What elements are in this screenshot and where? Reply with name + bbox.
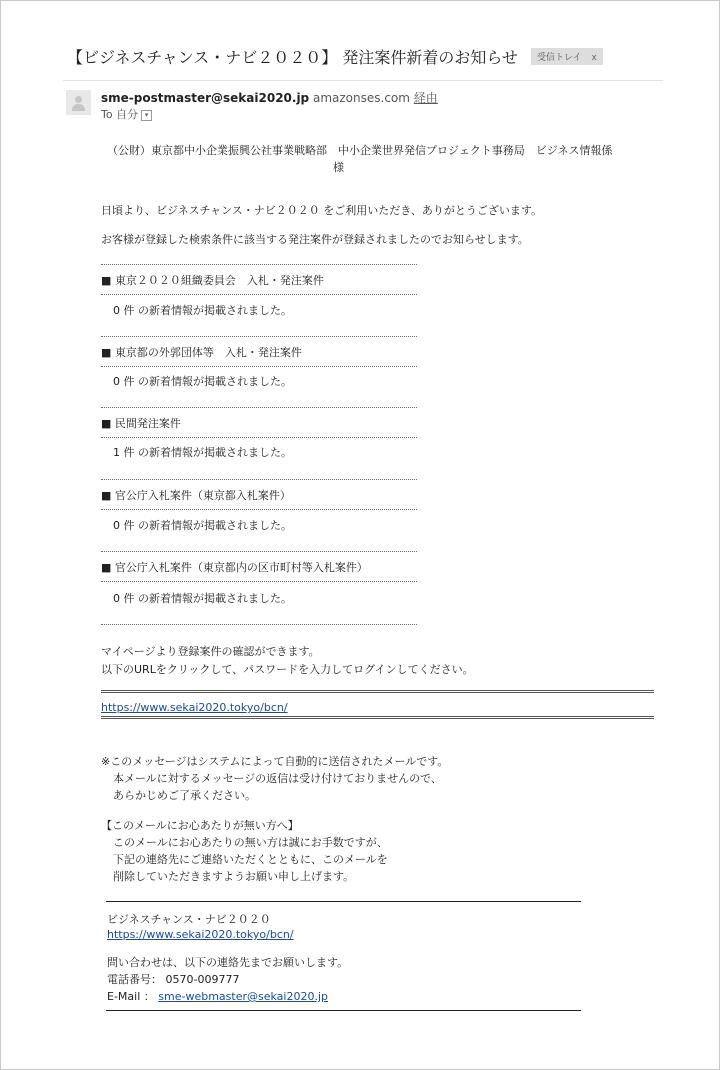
url-divider [101,690,654,693]
header-divider [63,80,663,81]
notice-auto-text: ※このメッセージはシステムによって自動的に送信されたメールです。 [101,755,449,768]
section-title: ■ 民間発注案件 [101,417,181,430]
intro-text: お客様が登録した検索条件に該当する発注案件が登録されましたのでお知らせします。 [101,233,529,246]
inbox-label-text: 受信トレイ [536,53,582,63]
contact-phone: 電話番号： 0570-009777 [107,973,240,986]
inbox-label-chip[interactable] [531,48,603,65]
section-count: 0 件 の新着情報が掲載されました。 [113,519,292,532]
remove-label-icon[interactable]: x [591,53,597,63]
section-divider [101,479,417,480]
section-title: ■ 東京都の外郭団体等 入札・発注案件 [101,346,302,359]
section-title: ■ 官公庁入札案件（東京都内の区市町村等入札案件） [101,561,368,574]
signature-bottom-rule [106,1010,581,1011]
notice-auto-text: あらかじめご了承ください。 [113,789,256,802]
notice-auto-text: 本メールに対するメッセージの返信は受け付けておりませんので、 [113,772,442,785]
notice-unknown-text: 下記の連絡先にご連絡いただくとともに、このメールを [113,853,388,866]
section-divider [101,581,417,582]
section-divider [101,509,417,510]
section-divider [101,336,417,337]
section-divider [101,551,417,552]
show-details-icon[interactable]: ▾ [141,110,152,121]
to-text: To 自分 [101,108,139,121]
signature-name: ビジネスチャンス・ナビ２０２０ [107,913,271,926]
recipient-line [101,106,152,122]
mypage-text: マイページより登録案件の確認ができます。 [101,645,320,658]
section-divider [101,294,417,295]
login-url-link[interactable]: https://www.sekai2020.tokyo/bcn/ [101,701,288,714]
recipient-honorific: 様 [333,161,344,174]
section-count: 1 件 の新着情報が掲載されました。 [113,446,292,459]
section-divider [101,407,417,408]
section-count: 0 件 の新着情報が掲載されました。 [113,375,292,388]
greeting-text: 日頃より、ビジネスチャンス・ナビ２０２０ をご利用いただき、ありがとうございます。 [101,204,542,217]
sender-avatar-icon[interactable] [66,90,91,115]
signature-url-link[interactable]: https://www.sekai2020.tokyo/bcn/ [107,928,294,941]
section-divider [101,366,417,367]
section-divider [101,264,417,265]
contact-email-link[interactable]: sme-webmaster@sekai2020.jp [158,990,328,1003]
signature-top-rule [106,901,581,902]
sender-line [101,89,438,106]
via-domain: amazonses.com [312,91,410,105]
section-count: 0 件 の新着情報が掲載されました。 [113,304,292,317]
notice-unknown-title: 【このメールにお心あたりが無い方へ】 [101,819,299,832]
contact-email-label: E-Mail ： [107,990,159,1003]
url-divider [101,716,654,719]
login-instruction: 以下のURLをクリックして、パスワードを入力してログインしてください。 [101,663,474,676]
via-link[interactable]: 経由 [413,91,438,105]
section-divider [101,437,417,438]
notice-unknown-text: 削除していただきますようお願い申し上げます。 [113,870,355,883]
recipient-name: （公財）東京都中小企業振興公社事業戦略部 中小企業世界発信プロジェクト事務局 ビジネス情報係 [107,144,613,157]
contact-intro: 問い合わせは、以下の連絡先までお願いします。 [107,956,349,969]
notice-unknown-text: このメールにお心あたりの無い方は誠にお手数ですが、 [113,836,388,849]
section-divider [101,624,417,625]
sender-address[interactable]: sme-postmaster@sekai2020.jp [101,91,310,105]
section-count: 0 件 の新着情報が掲載されました。 [113,592,292,605]
section-title: ■ 官公庁入札案件（東京都入札案件） [101,489,291,502]
subject-text: 【ビジネスチャンス・ナビ２０２０】 発注案件新着のお知らせ [67,48,518,67]
email-subject [67,45,603,68]
section-title: ■ 東京２０２０組織委員会 入札・発注案件 [101,274,324,287]
